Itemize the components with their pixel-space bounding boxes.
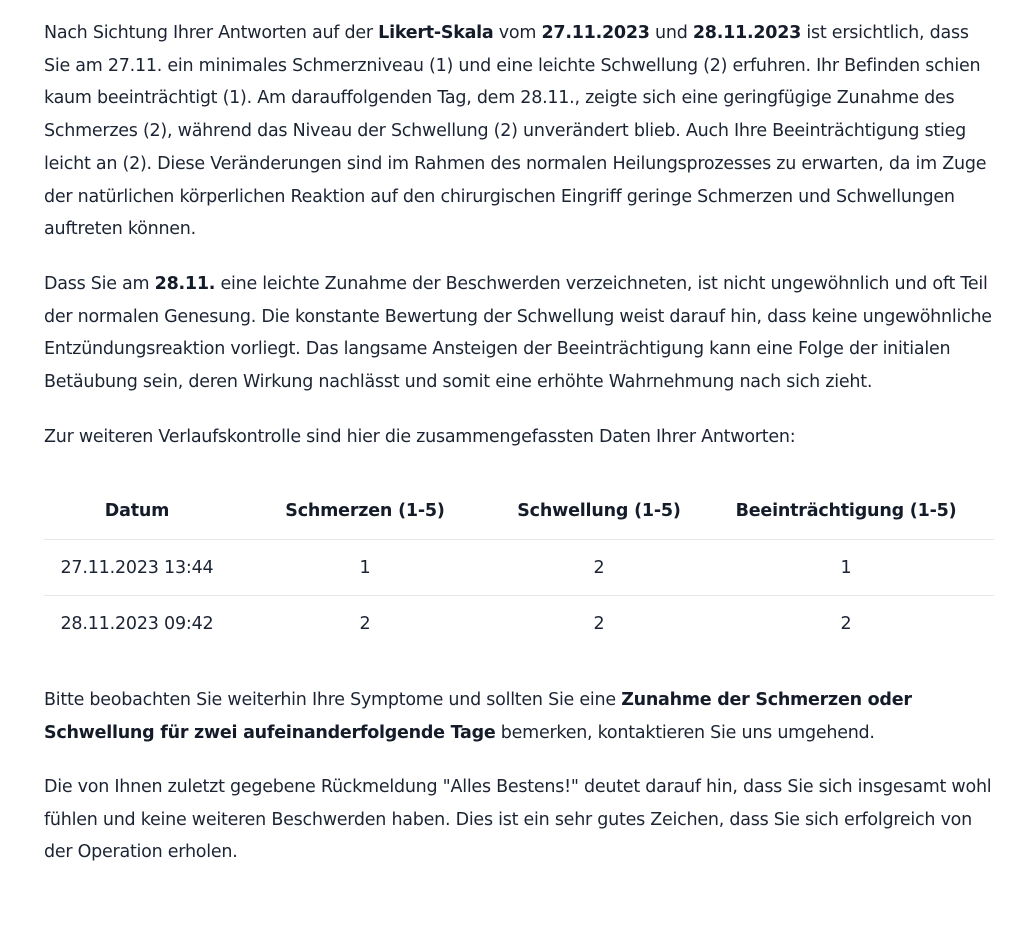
cell-impairment: 2 <box>698 596 994 652</box>
cell-pain: 1 <box>230 540 500 596</box>
cell-swelling: 2 <box>500 596 698 652</box>
warning-highlight: Zunahme der Schmerzen oder Schwellung für zwei aufeinanderfolgende Tage <box>44 690 912 744</box>
cell-swelling: 2 <box>500 540 698 596</box>
responses-table <box>44 483 994 651</box>
table-header-row <box>44 483 994 540</box>
closing-paragraph: Die von Ihnen zuletzt gegebene Rückmeldung "Alles Bestens!" deutet darauf hin, dass Sie sich insgesamt wohl fühlen und keine weiteren Beschwerden haben. Dies ist ein sehr gutes Zeichen, dass Sie sich erfolgreich von der Operation erholen. <box>44 776 992 863</box>
date-first: 27.11.2023 <box>541 23 650 43</box>
column-header-impairment: Beeinträchtigung (1-5) <box>735 501 957 522</box>
assessment-paragraph <box>44 268 994 399</box>
text-segment: Nach Sichtung Ihrer Antworten auf der <box>44 23 379 43</box>
cell-date: 28.11.2023 09:42 <box>44 596 230 652</box>
date-second: 28.11.2023 <box>692 23 802 43</box>
cell-impairment: 1 <box>698 540 994 596</box>
message-content <box>44 17 994 869</box>
column-header-date: Datum <box>104 501 170 522</box>
text-segment: Dass Sie am <box>44 273 155 294</box>
likert-scale-label: Likert-Skala <box>378 23 494 43</box>
text-segment: vom <box>493 23 542 43</box>
column-header-pain: Schmerzen (1-5) <box>285 501 445 522</box>
cell-date: 27.11.2023 13:44 <box>44 540 230 596</box>
date-highlight: 28.11. <box>154 273 216 294</box>
summary-paragraph <box>44 17 994 246</box>
cell-pain: 2 <box>230 596 500 652</box>
table-row <box>44 540 994 596</box>
advice-paragraph <box>44 684 994 749</box>
text-segment: ist ersichtlich, dass Sie am 27.11. ein minimales Schmerzniveau (1) und eine leichte Schwellung (2) erfuhren. Ihr Befinden schien kaum beeinträchtigt (1). Am darauffolgenden Tag, dem 28.11., zeigte sich eine geringfügige Zunahme des Schmerzes (2), während das Niveau der Schwellung (2) unverändert blieb. Auch Ihre Beeinträchtigung stieg leicht an (2). Diese Veränderungen sind im Rahmen des normalen Heilungsprozesses zu erwarten, da im Zuge der natürlichen körperlichen Reaktion auf den chirurgischen Eingriff geringe Schmerzen und Schwellungen auftreten können. <box>44 23 987 240</box>
table-row <box>44 596 994 652</box>
text-segment: und <box>649 23 693 43</box>
text-segment: eine leichte Zunahme der Beschwerden verzeichneten, ist nicht ungewöhnlich und oft Teil der normalen Genesung. Die konstante Bewertung der Schwellung weist darauf hin, dass keine ungewöhnliche Entzündungsreaktion vorliegt. Das langsame Ansteigen der Beeinträchtigung kann eine Folge der initialen Betäubung sein, deren Wirkung nachlässt und somit eine erhöhte Wahrnehmung nach sich zieht. <box>44 273 992 393</box>
column-header-swelling: Schwellung (1-5) <box>517 501 681 522</box>
table-intro-paragraph: Zur weiteren Verlaufskontrolle sind hier die zusammengefassten Daten Ihrer Antworten: <box>44 426 796 447</box>
text-segment: bemerken, kontaktieren Sie uns umgehend. <box>495 723 875 744</box>
text-segment: Bitte beobachten Sie weiterhin Ihre Symptome und sollten Sie eine <box>44 690 622 711</box>
